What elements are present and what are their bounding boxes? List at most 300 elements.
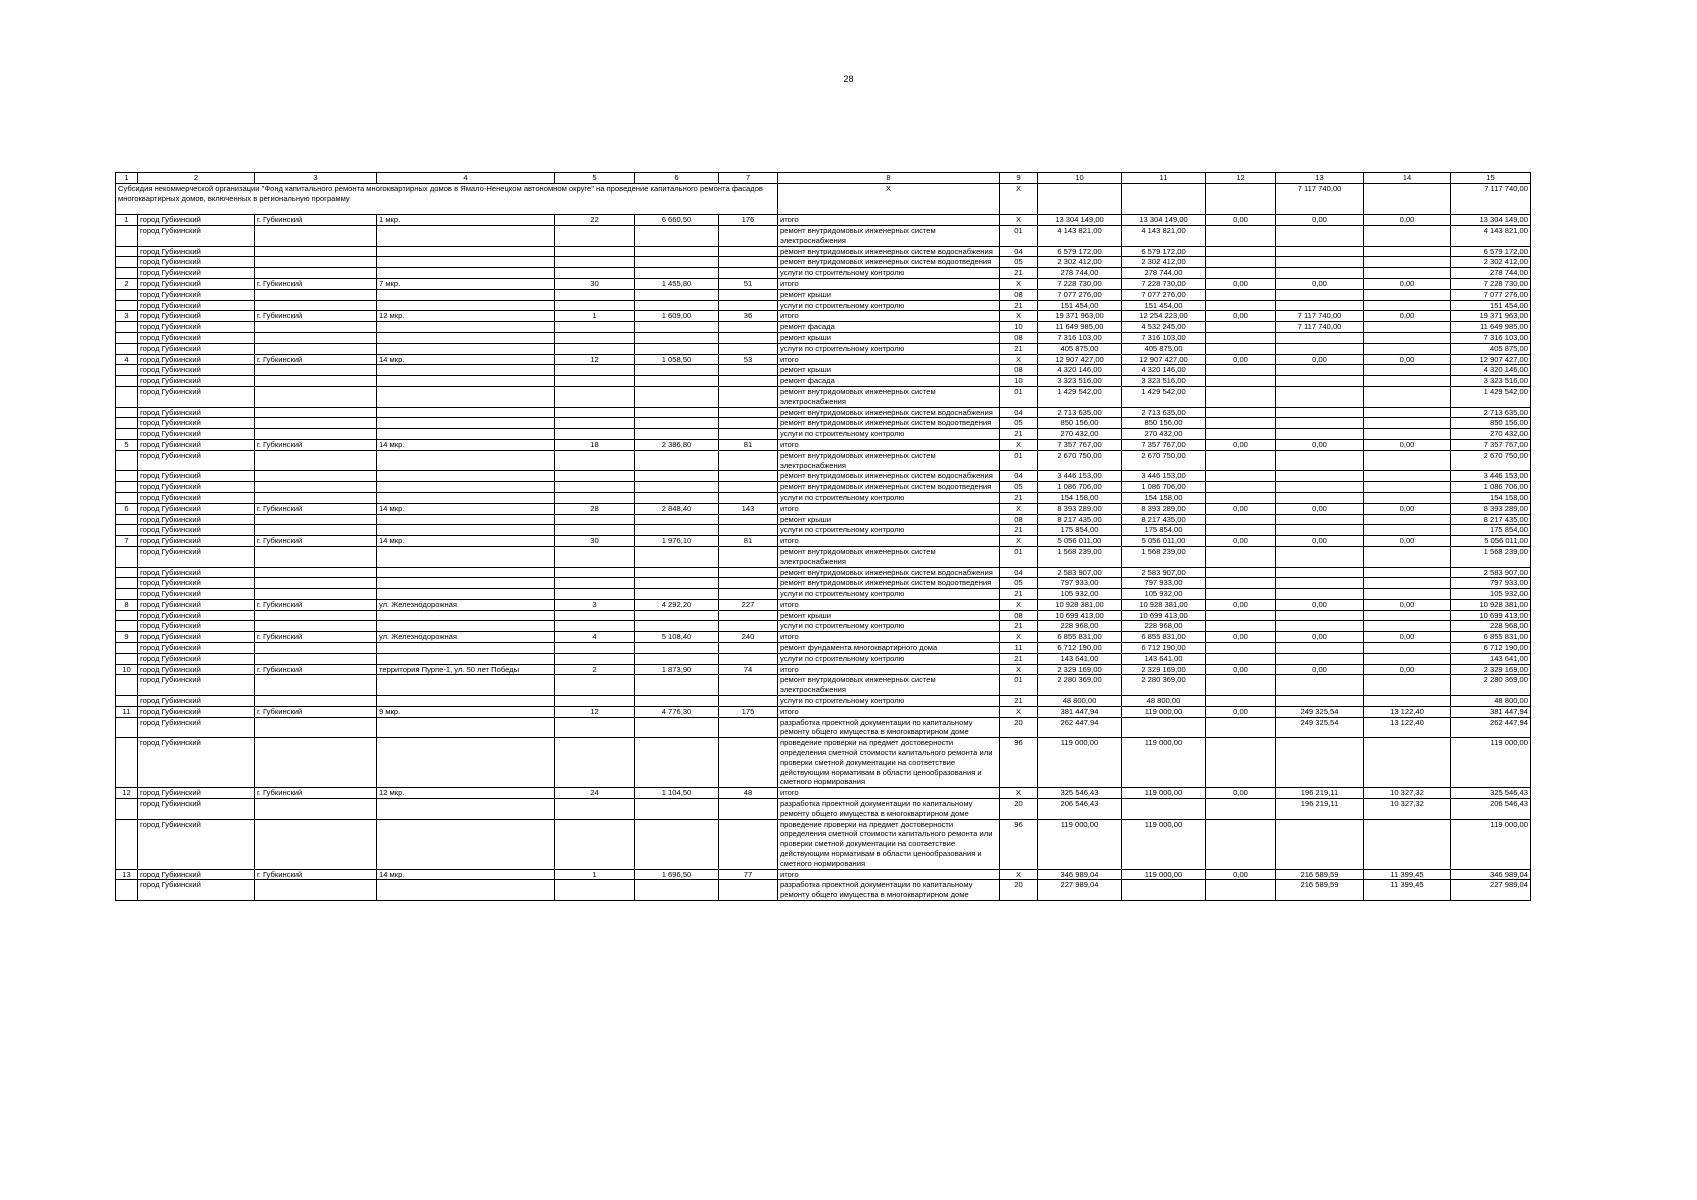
col11-cell: 1 086 706,00 (1122, 482, 1206, 493)
col15-cell: 10 699 413,00 (1451, 610, 1531, 621)
locality-cell (255, 880, 377, 901)
work-code-cell: 20 (1000, 880, 1038, 901)
col10-cell: 7 316 103,00 (1038, 332, 1122, 343)
col14-cell (1364, 450, 1451, 471)
col7-cell (719, 226, 778, 247)
municipality-cell: город Губкинский (138, 503, 255, 514)
municipality-cell: город Губкинский (138, 376, 255, 387)
col13-cell: 249 325,54 (1276, 706, 1364, 717)
col14-cell: 0,00 (1364, 215, 1451, 226)
table-row (116, 246, 1531, 257)
work-code-cell: 04 (1000, 567, 1038, 578)
col6-cell: 6 660,50 (635, 215, 719, 226)
col7-cell (719, 546, 778, 567)
col7-cell (719, 407, 778, 418)
col11-cell: 8 393 289,00 (1122, 503, 1206, 514)
work-code-cell: 04 (1000, 407, 1038, 418)
subsidy-row (116, 184, 1531, 215)
address-cell (377, 289, 555, 300)
col14-cell (1364, 429, 1451, 440)
locality-cell: г. Губкинский (255, 503, 377, 514)
col15-cell: 6 579 172,00 (1451, 246, 1531, 257)
col12-cell (1206, 880, 1276, 901)
col5-cell (555, 578, 635, 589)
work-type-cell: итого (778, 632, 1000, 643)
row-number-cell (116, 643, 138, 654)
col15-cell: 850 156,00 (1451, 418, 1531, 429)
col14-cell (1364, 738, 1451, 788)
municipality-cell: город Губкинский (138, 482, 255, 493)
row-number-cell: 13 (116, 869, 138, 880)
col13-cell: 0,00 (1276, 439, 1364, 450)
col6-cell (635, 289, 719, 300)
col14-cell (1364, 653, 1451, 664)
col5-cell (555, 226, 635, 247)
col10-cell: 2 670 750,00 (1038, 450, 1122, 471)
col7-cell: 81 (719, 439, 778, 450)
col5-cell (555, 525, 635, 536)
col10-cell: 278 744,00 (1038, 268, 1122, 279)
table-row (116, 215, 1531, 226)
col11-cell: 4 532 245,00 (1122, 322, 1206, 333)
column-number-6: 6 (635, 173, 719, 184)
work-code-cell: 21 (1000, 492, 1038, 503)
col5-cell (555, 407, 635, 418)
col13-cell (1276, 429, 1364, 440)
row-number-cell: 7 (116, 536, 138, 547)
work-type-cell: услуги по строительному контролю (778, 653, 1000, 664)
table-row (116, 869, 1531, 880)
col10-cell: 13 304 149,00 (1038, 215, 1122, 226)
work-code-cell: 21 (1000, 268, 1038, 279)
work-code-cell: 96 (1000, 738, 1038, 788)
column-number-2: 2 (138, 173, 255, 184)
col5-cell (555, 482, 635, 493)
work-code-cell: 01 (1000, 675, 1038, 696)
work-type-cell: услуги по строительному контролю (778, 343, 1000, 354)
col7-cell (719, 343, 778, 354)
table-row (116, 257, 1531, 268)
col7-cell: 48 (719, 788, 778, 799)
col7-cell (719, 300, 778, 311)
locality-cell: г. Губкинский (255, 354, 377, 365)
col5-cell (555, 653, 635, 664)
column-number-4: 4 (377, 173, 555, 184)
municipality-cell: город Губкинский (138, 536, 255, 547)
table-row (116, 492, 1531, 503)
work-code-cell: 20 (1000, 717, 1038, 738)
locality-cell (255, 332, 377, 343)
table-row (116, 439, 1531, 450)
work-code-cell: 21 (1000, 696, 1038, 707)
page-number: 28 (843, 74, 854, 84)
col6-cell (635, 589, 719, 600)
col6-cell (635, 418, 719, 429)
table-row (116, 589, 1531, 600)
work-type-cell: ремонт внутридомовых инженерных систем электроснабжения (778, 675, 1000, 696)
col14-cell (1364, 332, 1451, 343)
col12-cell: 0,00 (1206, 869, 1276, 880)
work-type-cell: услуги по строительному контролю (778, 525, 1000, 536)
col14-cell (1364, 471, 1451, 482)
col6-cell (635, 322, 719, 333)
locality-cell (255, 246, 377, 257)
work-code-cell: X (1000, 788, 1038, 799)
table-row (116, 268, 1531, 279)
municipality-cell: город Губкинский (138, 268, 255, 279)
work-type-cell: проведение проверки на предмет достоверности определения сметной стоимости капитального ремонта или проверки сметной документации на соответствие действующим нормативам в области ценообразования и сметного нормирования (778, 738, 1000, 788)
col15-cell: 2 670 750,00 (1451, 450, 1531, 471)
col11-cell: 175 854,00 (1122, 525, 1206, 536)
work-type-cell: итого (778, 599, 1000, 610)
col7-cell: 53 (719, 354, 778, 365)
municipality-cell: город Губкинский (138, 257, 255, 268)
col6-cell (635, 386, 719, 407)
col15-cell: 7 316 103,00 (1451, 332, 1531, 343)
address-cell: ул. Железнодорожная (377, 599, 555, 610)
col6-cell (635, 343, 719, 354)
work-code-cell: 01 (1000, 386, 1038, 407)
col11-cell: 278 744,00 (1122, 268, 1206, 279)
col14-cell (1364, 289, 1451, 300)
col14-cell: 0,00 (1364, 278, 1451, 289)
subsidy-work-cell: X (778, 184, 1000, 215)
col11-cell: 143 641,00 (1122, 653, 1206, 664)
col10-cell: 10 699 413,00 (1038, 610, 1122, 621)
address-cell (377, 546, 555, 567)
locality-cell (255, 621, 377, 632)
col12-cell: 0,00 (1206, 439, 1276, 450)
col6-cell (635, 450, 719, 471)
col7-cell: 36 (719, 311, 778, 322)
locality-cell (255, 226, 377, 247)
col14-cell (1364, 322, 1451, 333)
locality-cell (255, 300, 377, 311)
municipality-cell: город Губкинский (138, 788, 255, 799)
col12-cell: 0,00 (1206, 664, 1276, 675)
municipality-cell: город Губкинский (138, 643, 255, 654)
row-number-cell (116, 482, 138, 493)
locality-cell (255, 610, 377, 621)
row-number-cell (116, 376, 138, 387)
col12-cell (1206, 322, 1276, 333)
col10-cell: 6 579 172,00 (1038, 246, 1122, 257)
col13-cell (1276, 492, 1364, 503)
row-number-cell: 1 (116, 215, 138, 226)
work-type-cell: ремонт внутридомовых инженерных систем электроснабжения (778, 226, 1000, 247)
table-row (116, 653, 1531, 664)
col10-cell: 12 907 427,00 (1038, 354, 1122, 365)
col15-cell: 12 907 427,00 (1451, 354, 1531, 365)
address-cell: территория Пурпе-1, ул. 50 лет Победы (377, 664, 555, 675)
work-type-cell: ремонт внутридомовых инженерных систем водоотведения (778, 578, 1000, 589)
col13-cell (1276, 525, 1364, 536)
municipality-cell: город Губкинский (138, 289, 255, 300)
locality-cell (255, 407, 377, 418)
locality-cell (255, 257, 377, 268)
col15-cell: 325 546,43 (1451, 788, 1531, 799)
table-row (116, 546, 1531, 567)
col5-cell (555, 300, 635, 311)
col13-cell: 0,00 (1276, 215, 1364, 226)
address-cell: 12 мкр. (377, 311, 555, 322)
work-code-cell: X (1000, 503, 1038, 514)
col6-cell (635, 675, 719, 696)
col5-cell (555, 246, 635, 257)
work-code-cell: 04 (1000, 471, 1038, 482)
address-cell (377, 589, 555, 600)
col12-cell (1206, 376, 1276, 387)
col13-cell (1276, 257, 1364, 268)
row-number-cell (116, 799, 138, 820)
col13-cell (1276, 418, 1364, 429)
address-cell (377, 880, 555, 901)
work-code-cell: 01 (1000, 450, 1038, 471)
locality-cell: г. Губкинский (255, 664, 377, 675)
work-type-cell: итого (778, 788, 1000, 799)
address-cell (377, 322, 555, 333)
municipality-cell: город Губкинский (138, 578, 255, 589)
col13-cell (1276, 471, 1364, 482)
col14-cell (1364, 610, 1451, 621)
locality-cell (255, 717, 377, 738)
work-code-cell: X (1000, 599, 1038, 610)
col7-cell (719, 450, 778, 471)
address-cell: 12 мкр. (377, 788, 555, 799)
col13-cell (1276, 738, 1364, 788)
work-type-cell: ремонт внутридомовых инженерных систем водоснабжения (778, 407, 1000, 418)
work-code-cell: X (1000, 215, 1038, 226)
col6-cell (635, 621, 719, 632)
address-cell (377, 643, 555, 654)
col5-cell (555, 799, 635, 820)
col13-cell (1276, 289, 1364, 300)
address-cell (377, 696, 555, 707)
col12-cell: 0,00 (1206, 354, 1276, 365)
col11-cell: 5 056 011,00 (1122, 536, 1206, 547)
subsidy-c12-cell (1206, 184, 1276, 215)
row-number-cell: 10 (116, 664, 138, 675)
col14-cell (1364, 696, 1451, 707)
locality-cell (255, 546, 377, 567)
col14-cell (1364, 819, 1451, 869)
table-row (116, 819, 1531, 869)
col10-cell: 2 302 412,00 (1038, 257, 1122, 268)
col14-cell (1364, 268, 1451, 279)
col14-cell (1364, 226, 1451, 247)
col6-cell (635, 717, 719, 738)
col7-cell (719, 738, 778, 788)
col15-cell: 2 713 635,00 (1451, 407, 1531, 418)
work-type-cell: итого (778, 278, 1000, 289)
col7-cell (719, 717, 778, 738)
locality-cell: г. Губкинский (255, 311, 377, 322)
work-code-cell: 21 (1000, 589, 1038, 600)
address-cell (377, 738, 555, 788)
col15-cell: 10 928 381,00 (1451, 599, 1531, 610)
col5-cell (555, 365, 635, 376)
col7-cell (719, 880, 778, 901)
col5-cell: 28 (555, 503, 635, 514)
locality-cell (255, 365, 377, 376)
column-number-3: 3 (255, 173, 377, 184)
col6-cell (635, 525, 719, 536)
col14-cell (1364, 514, 1451, 525)
col5-cell: 1 (555, 311, 635, 322)
address-cell (377, 365, 555, 376)
locality-cell: г. Губкинский (255, 536, 377, 547)
col13-cell: 7 117 740,00 (1276, 322, 1364, 333)
row-number-cell: 12 (116, 788, 138, 799)
work-code-cell: 96 (1000, 819, 1038, 869)
col7-cell (719, 482, 778, 493)
address-cell (377, 621, 555, 632)
address-cell: 14 мкр. (377, 869, 555, 880)
col6-cell (635, 407, 719, 418)
col7-cell (719, 289, 778, 300)
col10-cell: 2 329 169,00 (1038, 664, 1122, 675)
col12-cell (1206, 386, 1276, 407)
col6-cell: 1 455,80 (635, 278, 719, 289)
col13-cell (1276, 643, 1364, 654)
col7-cell (719, 675, 778, 696)
col6-cell (635, 300, 719, 311)
row-number-cell: 4 (116, 354, 138, 365)
address-cell (377, 226, 555, 247)
col11-cell (1122, 799, 1206, 820)
work-type-cell: услуги по строительному контролю (778, 621, 1000, 632)
address-cell (377, 407, 555, 418)
col14-cell: 11 399,45 (1364, 880, 1451, 901)
col13-cell: 0,00 (1276, 354, 1364, 365)
col11-cell: 7 077 276,00 (1122, 289, 1206, 300)
col5-cell: 24 (555, 788, 635, 799)
row-number-cell (116, 429, 138, 440)
col11-cell: 119 000,00 (1122, 819, 1206, 869)
row-number-cell (116, 471, 138, 482)
col5-cell (555, 643, 635, 654)
col11-cell: 10 699 413,00 (1122, 610, 1206, 621)
row-number-cell (116, 589, 138, 600)
col6-cell (635, 643, 719, 654)
address-cell (377, 386, 555, 407)
col14-cell (1364, 525, 1451, 536)
municipality-cell: город Губкинский (138, 215, 255, 226)
address-cell (377, 429, 555, 440)
col14-cell (1364, 621, 1451, 632)
address-cell (377, 482, 555, 493)
subsidy-c11-cell (1122, 184, 1206, 215)
work-code-cell: 21 (1000, 653, 1038, 664)
work-type-cell: итого (778, 439, 1000, 450)
col13-cell: 249 325,54 (1276, 717, 1364, 738)
work-code-cell: 05 (1000, 482, 1038, 493)
col7-cell (719, 471, 778, 482)
address-cell (377, 514, 555, 525)
col14-cell: 13 122,40 (1364, 706, 1451, 717)
col15-cell: 206 546,43 (1451, 799, 1531, 820)
col10-cell: 105 932,00 (1038, 589, 1122, 600)
col7-cell (719, 257, 778, 268)
locality-cell (255, 268, 377, 279)
col15-cell: 1 086 706,00 (1451, 482, 1531, 493)
work-type-cell: ремонт внутридомовых инженерных систем водоснабжения (778, 567, 1000, 578)
col7-cell (719, 376, 778, 387)
column-number-1: 1 (116, 173, 138, 184)
col6-cell (635, 471, 719, 482)
col13-cell: 7 117 740,00 (1276, 311, 1364, 322)
row-number-cell: 3 (116, 311, 138, 322)
col15-cell: 105 932,00 (1451, 589, 1531, 600)
column-number-13: 13 (1276, 173, 1364, 184)
col7-cell (719, 819, 778, 869)
col12-cell (1206, 621, 1276, 632)
col15-cell: 8 217 435,00 (1451, 514, 1531, 525)
table-row (116, 514, 1531, 525)
col10-cell: 262 447,94 (1038, 717, 1122, 738)
work-type-cell: ремонт внутридомовых инженерных систем водоотведения (778, 482, 1000, 493)
col12-cell (1206, 343, 1276, 354)
municipality-cell: город Губкинский (138, 514, 255, 525)
locality-cell (255, 525, 377, 536)
col7-cell: 81 (719, 536, 778, 547)
col11-cell: 13 304 149,00 (1122, 215, 1206, 226)
municipality-cell: город Губкинский (138, 621, 255, 632)
work-type-cell: услуги по строительному контролю (778, 589, 1000, 600)
column-number-10: 10 (1038, 173, 1122, 184)
col10-cell: 2 280 369,00 (1038, 675, 1122, 696)
work-code-cell: X (1000, 869, 1038, 880)
locality-cell (255, 567, 377, 578)
address-cell (377, 257, 555, 268)
locality-cell (255, 738, 377, 788)
col12-cell (1206, 268, 1276, 279)
work-code-cell: X (1000, 664, 1038, 675)
municipality-cell: город Губкинский (138, 226, 255, 247)
col10-cell: 1 429 542,00 (1038, 386, 1122, 407)
table-row (116, 599, 1531, 610)
col13-cell (1276, 653, 1364, 664)
col15-cell: 346 989,04 (1451, 869, 1531, 880)
col10-cell: 227 989,04 (1038, 880, 1122, 901)
address-cell (377, 343, 555, 354)
col14-cell: 0,00 (1364, 311, 1451, 322)
work-type-cell: услуги по строительному контролю (778, 300, 1000, 311)
col15-cell: 175 854,00 (1451, 525, 1531, 536)
table-row (116, 471, 1531, 482)
col12-cell: 0,00 (1206, 215, 1276, 226)
locality-cell: г. Губкинский (255, 706, 377, 717)
col12-cell (1206, 407, 1276, 418)
col12-cell: 0,00 (1206, 599, 1276, 610)
table-row (116, 632, 1531, 643)
col6-cell (635, 799, 719, 820)
col5-cell: 2 (555, 664, 635, 675)
locality-cell (255, 643, 377, 654)
col14-cell: 0,00 (1364, 354, 1451, 365)
col12-cell (1206, 546, 1276, 567)
col5-cell: 30 (555, 278, 635, 289)
table-row (116, 706, 1531, 717)
work-type-cell: итого (778, 311, 1000, 322)
col15-cell: 119 000,00 (1451, 738, 1531, 788)
col10-cell: 206 546,43 (1038, 799, 1122, 820)
col10-cell: 797 933,00 (1038, 578, 1122, 589)
col6-cell (635, 819, 719, 869)
work-type-cell: итого (778, 869, 1000, 880)
municipality-cell: город Губкинский (138, 675, 255, 696)
work-code-cell: 05 (1000, 578, 1038, 589)
